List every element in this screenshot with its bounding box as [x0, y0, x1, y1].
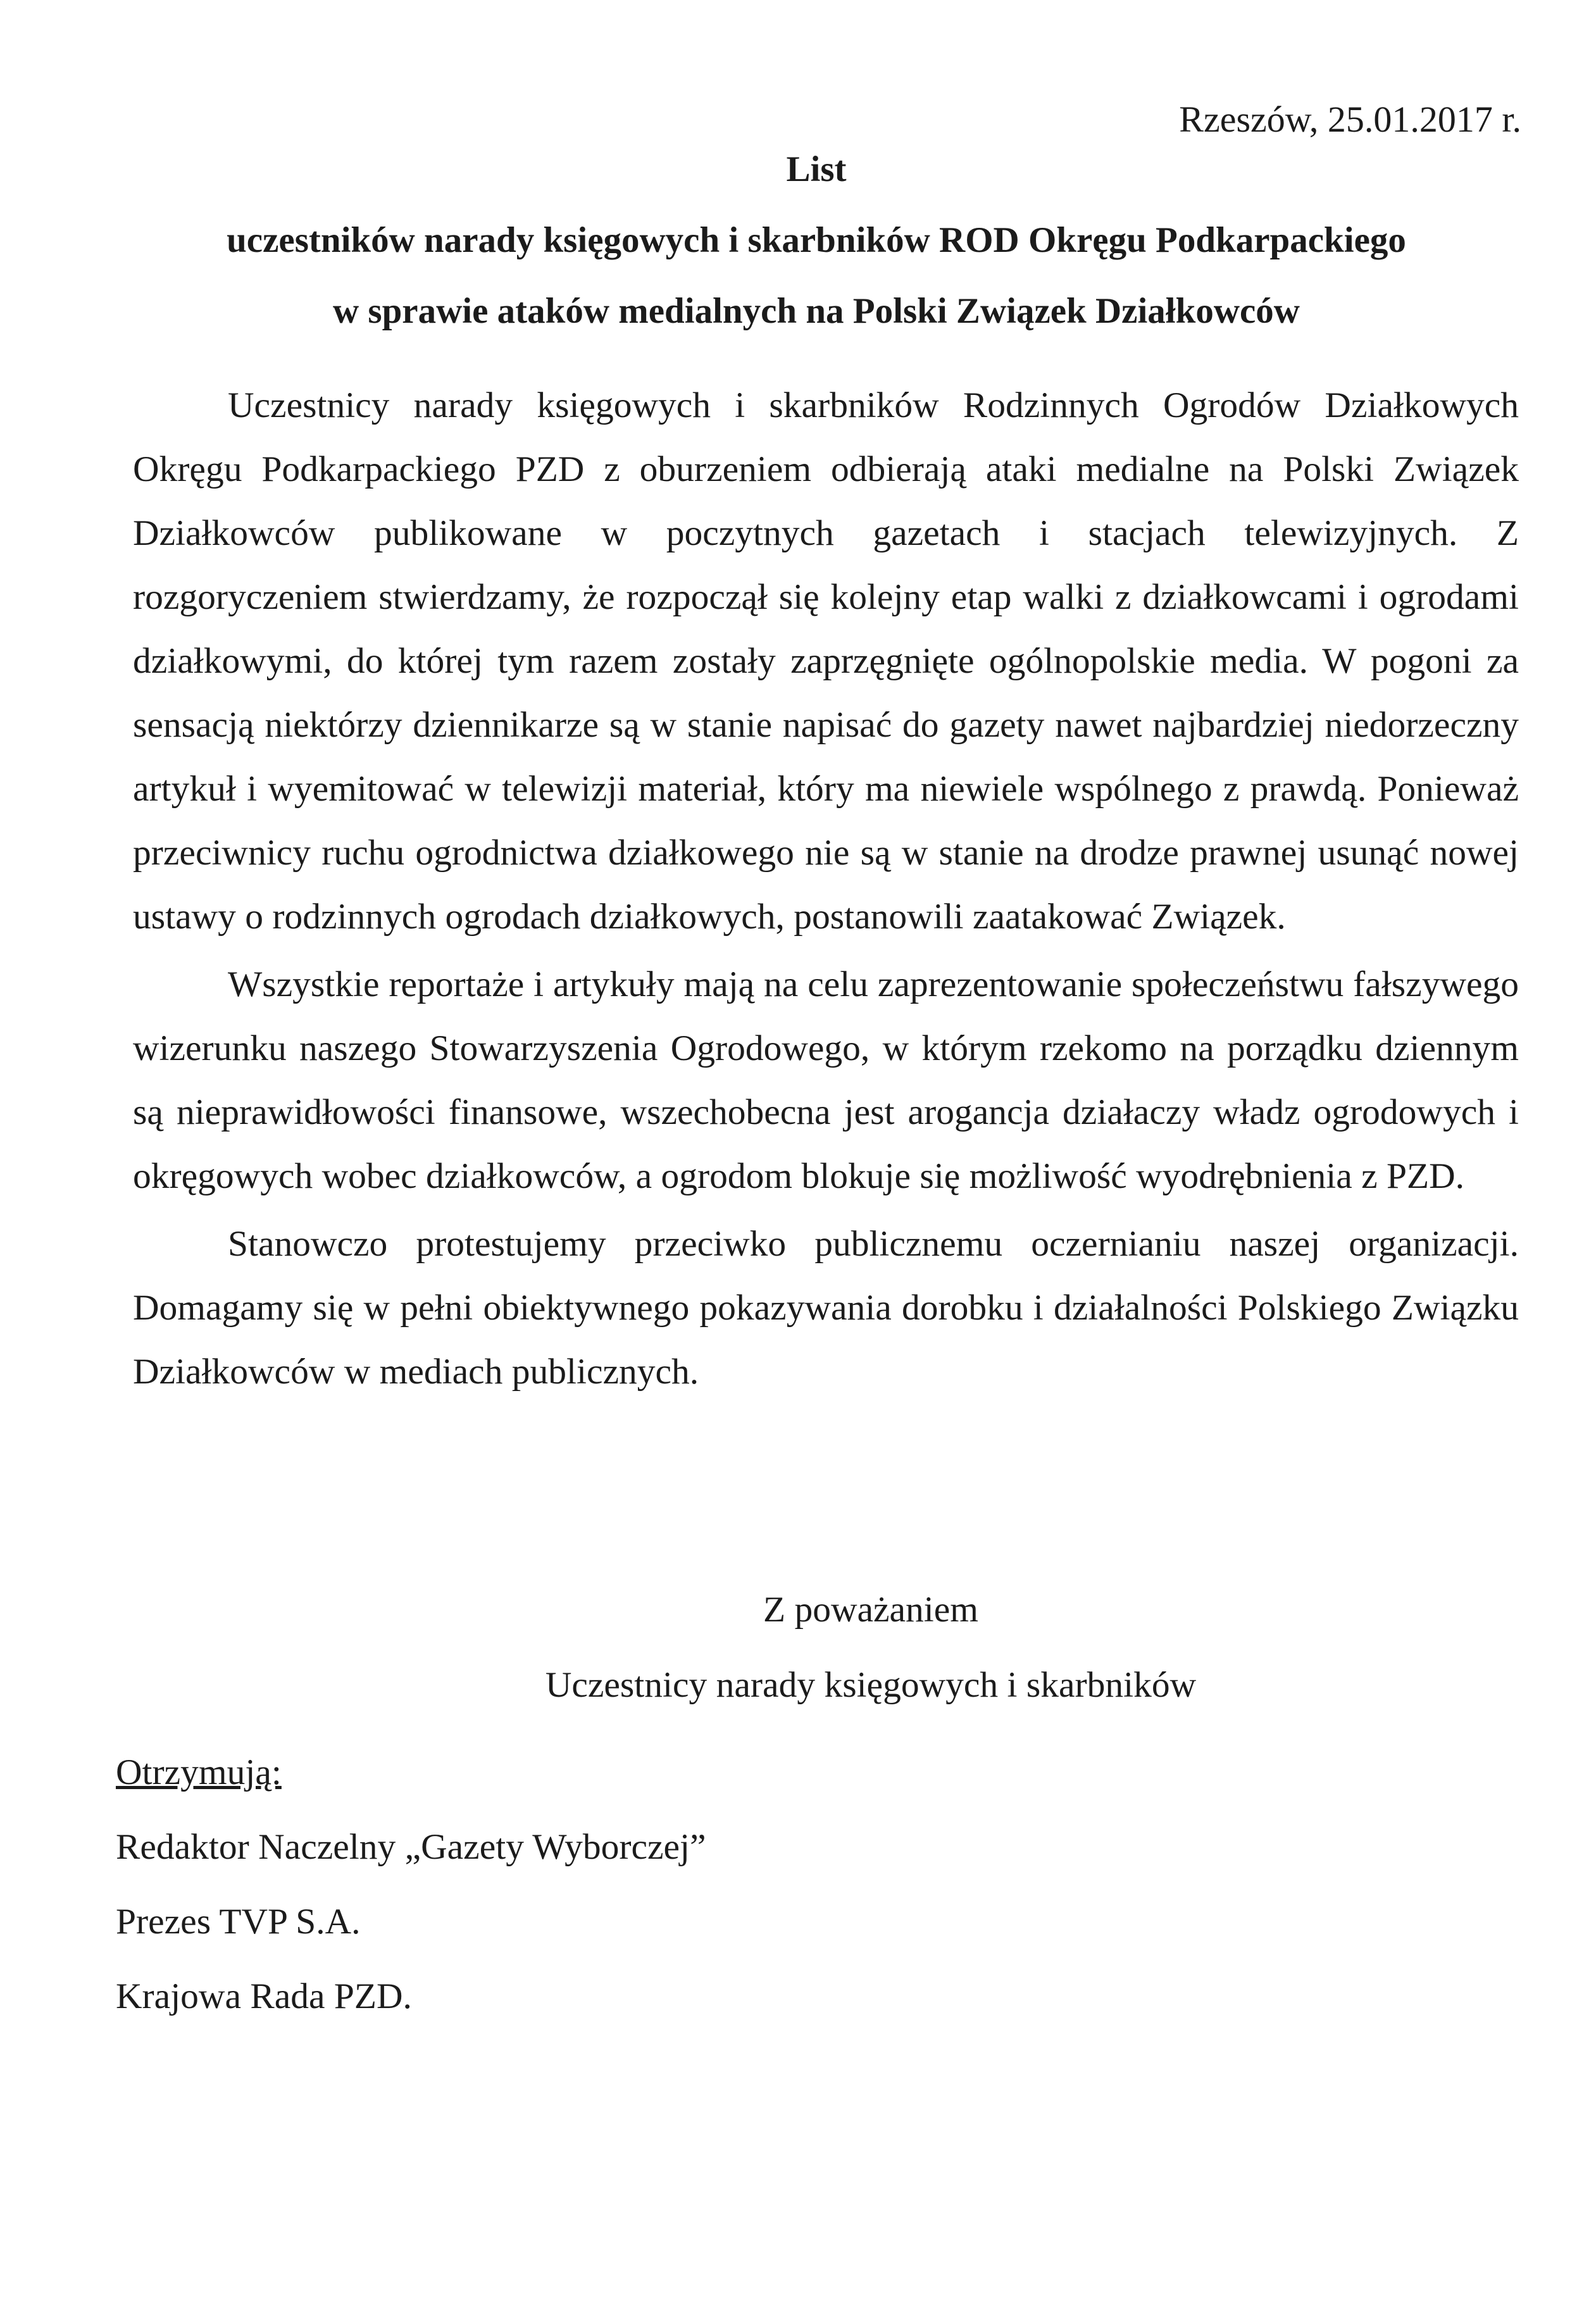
recipients-list	[116, 1735, 706, 2034]
letter-body	[133, 373, 1519, 1404]
recipients-heading: Otrzymują:	[116, 1752, 282, 1792]
title-line-2: uczestników narady księgowych i skarbników ROD Okręgu Podkarpackiego	[227, 220, 1406, 260]
letter-title	[114, 134, 1519, 347]
recipient-item: Krajowa Rada PZD.	[116, 1976, 412, 2016]
title-line-3: w sprawie ataków medialnych na Polski Związek Działkowców	[333, 291, 1300, 331]
letter-date: Rzeszów, 25.01.2017 r.	[1179, 99, 1521, 140]
body-paragraph-3: Stanowczo protestujemy przeciwko publicznemu oczernianiu naszej organizacji. Domagamy się w pełni obiektywnego pokazywania dorobku i działalności Polskiego Związku Działkowców w mediach publicznych.	[133, 1224, 1519, 1392]
title-line-1: List	[786, 149, 847, 189]
closing-signature: Uczestnicy narady księgowych i skarbników	[545, 1665, 1197, 1705]
closing-greeting: Z poważaniem	[763, 1590, 979, 1630]
body-paragraph-1: Uczestnicy narady księgowych i skarbników Rodzinnych Ogrodów Działkowych Okręgu Podkarpackiego PZD z oburzeniem odbierają ataki medialne na Polski Związek Działkowców publikowane w poczytnych gazetach i stacjach telewizyjnych. Z rozgoryczeniem stwierdzamy, że rozpoczął się kolejny etap walki z działkowcami i ogrodami działkowymi, do której tym razem zostały zaprzęgnięte ogólnopolskie media. W pogoni za sensacją niektórzy dziennikarze są w stanie napisać do gazety nawet najbardziej niedorzeczny artykuł i wyemitować w telewizji materiał, który ma niewiele wspólnego z prawdą. Ponieważ przeciwnicy ruchu ogrodnictwa działkowego nie są w stanie na drodze prawnej usunąć nowej ustawy o rodzinnych ogrodach działkowych, postanowili zaatakować Związek.	[133, 385, 1519, 937]
recipient-item: Redaktor Naczelny „Gazety Wyborczej”	[116, 1827, 706, 1867]
recipient-item: Prezes TVP S.A.	[116, 1902, 361, 1942]
body-paragraph-2: Wszystkie reportaże i artykuły mają na celu zaprezentowanie społeczeństwu fałszywego wizerunku naszego Stowarzyszenia Ogrodowego, w którym rzekomo na porządku dziennym są nieprawidłowości finansowe, wszechobecna jest arogancja działaczy władz ogrodowych i okręgowych wobec działkowców, a ogrodom blokuje się możliwość wyodrębnienia z PZD.	[133, 964, 1519, 1196]
